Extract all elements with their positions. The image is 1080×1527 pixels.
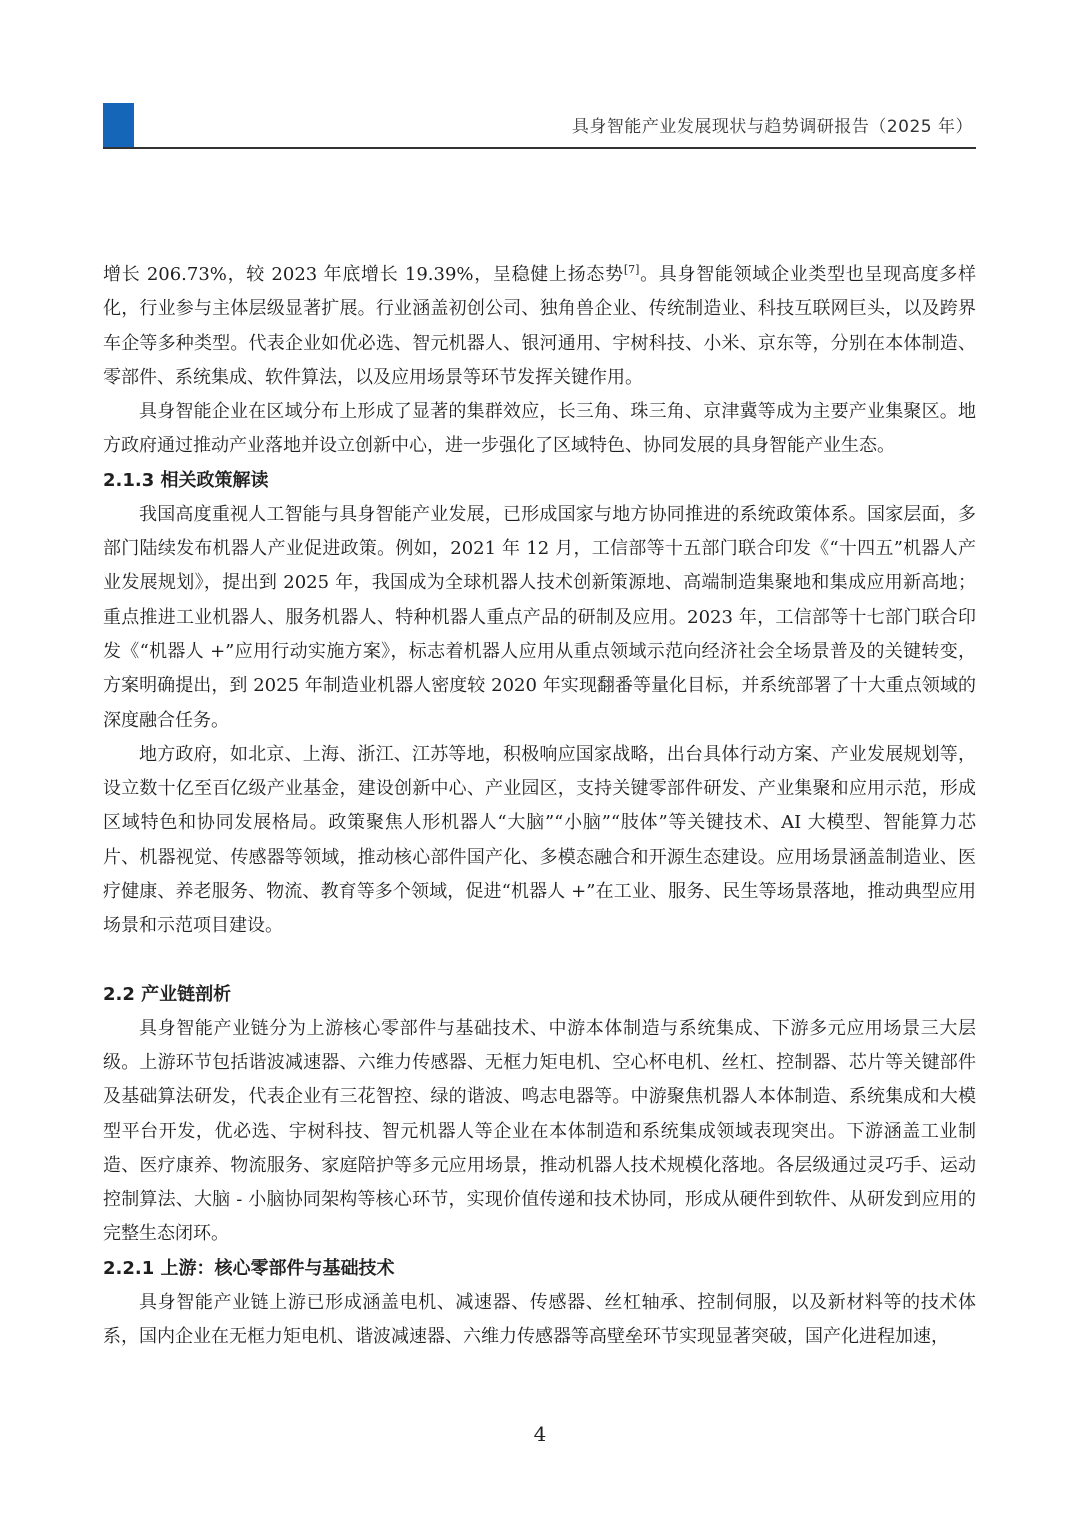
- heading-2-2-1: 2.2.1 上游：核心零部件与基础技术: [103, 1257, 395, 1279]
- page-body: [103, 258, 976, 1354]
- citation-ref[interactable]: [7]: [623, 263, 640, 276]
- paragraph-local-policy: 地方政府，如北京、上海、浙江、江苏等地，积极响应国家战略，出台具体行动方案、产业发展规划等，设立数十亿至百亿级产业基金，建设创新中心、产业园区，支持关键零部件研发、产业集聚和应用示范，形成区域特色和协同发展格局。政策聚焦人形机器人“大脑”“小脑”“肢体”等关键技术、AI 大模型、智能算力芯片、机器视觉、传感器等领域，推动核心部件国产化、多模态融合和开源生态建设。应用场景涵盖制造业、医疗健康、养老服务、物流、教育等多个领域，促进“机器人 +”在工业、服务、民生等场景落地，推动典型应用场景和示范项目建设。: [103, 743, 976, 937]
- paragraph-national-policy: 我国高度重视人工智能与具身智能产业发展，已形成国家与地方协同推进的系统政策体系。国家层面，多部门陆续发布机器人产业促进政策。例如，2021 年 12 月，工信部等十五部门联合印发《“十四五”机器人产业发展规划》，提出到 2025 年，我国成为全球机器人技术创新策源地、高端制造集聚地和集成应用新高地；重点推进工业机器人、服务机器人、特种机器人重点产品的研制及应用。2023 年，工信部等十七部门联合印发《“机器人 +”应用行动实施方案》，标志着机器人应用从重点领域示范向经济社会全场景普及的关键转变，方案明确提出，到 2025 年制造业机器人密度较 2020 年实现翻番等量化目标，并系统部署了十大重点领域的深度融合任务。: [103, 503, 976, 731]
- running-header-title: 具身智能产业发展现状与趋势调研报告（2025 年）: [571, 117, 973, 137]
- paragraph-growth-rest: 。具身智能领域企业类型也呈现高度多样化，行业参与主体层级显著扩展。行业涵盖初创公司、独角兽企业、传统制造业、科技互联网巨头，以及跨界车企等多种类型。代表企业如优必选、智元机器人、银河通用、宇树科技、小米、京东等，分别在本体制造、零部件、系统集成、软件算法，以及应用场景等环节发挥关键作用。: [103, 264, 976, 388]
- page-number: 4: [533, 1422, 547, 1446]
- header-accent-block: [103, 103, 134, 148]
- paragraph-regional-cluster: 具身智能企业在区域分布上形成了显著的集群效应，长三角、珠三角、京津冀等成为主要产业集聚区。地方政府通过推动产业落地并设立创新中心，进一步强化了区域特色、协同发展的具身智能产业生态。: [103, 401, 976, 457]
- heading-2-2: 2.2 产业链剖析: [103, 983, 232, 1005]
- paragraph-upstream: 具身智能产业链上游已形成涵盖电机、减速器、传感器、丝杠轴承、控制伺服，以及新材料等的技术体系，国内企业在无框力矩电机、谐波减速器、六维力传感器等高壁垒环节实现显著突破，国产化进程加速，: [103, 1291, 976, 1348]
- paragraph-industry-chain: 具身智能产业链分为上游核心零部件与基础技术、中游本体制造与系统集成、下游多元应用场景三大层级。上游环节包括谐波减速器、六维力传感器、无框力矩电机、空心杯电机、丝杠、控制器、芯片等关键部件及基础算法研发，代表企业有三花智控、绿的谐波、鸣志电器等。中游聚焦机器人本体制造、系统集成和大模型平台开发，优必选、宇树科技、智元机器人等企业在本体制造和系统集成领域表现突出。下游涵盖工业制造、医疗康养、物流服务、家庭陪护等多元应用场景，推动机器人技术规模化落地。各层级通过灵巧手、运动控制算法、大脑 - 小脑协同架构等核心环节，实现价值传递和技术协同，形成从硬件到软件、从研发到应用的完整生态闭环。: [103, 1017, 976, 1245]
- heading-2-1-3: 2.1.3 相关政策解读: [103, 469, 269, 491]
- header-rule: [103, 147, 976, 149]
- paragraph-growth: [103, 258, 976, 395]
- paragraph-growth-text: 增长 206.73%，较 2023 年底增长 19.39%，呈稳健上扬态势: [103, 264, 624, 285]
